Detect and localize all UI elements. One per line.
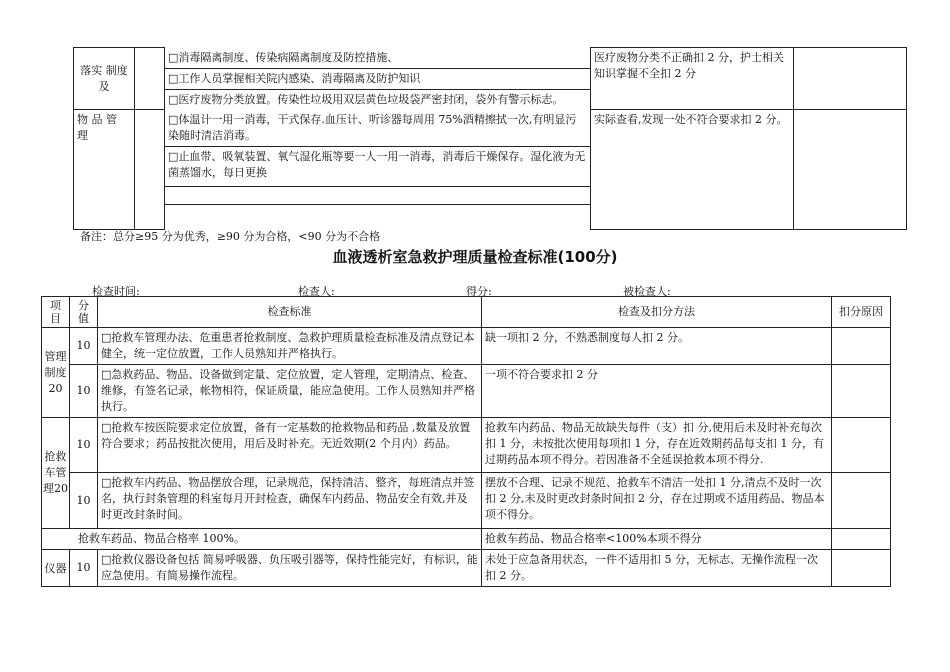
score-cell: 10 (70, 418, 98, 473)
score-cell (135, 48, 165, 110)
item-cell (74, 110, 135, 230)
method-cell: 医疗废物分类不正确扣 2 分，护士相关知识掌握不全扣 2 分 (591, 48, 794, 110)
emergency-nursing-table (41, 296, 891, 587)
method-cell: 未处于应急备用状态，一件不适用扣 5 分，无标志、无操作流程一次扣 2 分。 (482, 550, 832, 587)
score-cell: 10 (70, 550, 98, 587)
standard-cell: □抢救车内药品、物品摆放合理，记录规范，保持清洁、整齐，每班清点并签名，执行封条管理的科室每月开封检查，确保车内药品、物品安全有效,并及时更改封条时间。 (98, 473, 482, 529)
item-label: 落实 制度及 (80, 63, 128, 93)
check-time-label: 检查时间: (92, 285, 140, 298)
standard-cell: □抢救车管理办法、危重患者抢救制度、急救护理质量检查标准及清点登记本健全，统一定位放置，工作人员熟知并严格执行。 (98, 328, 482, 365)
standard-line-empty (165, 205, 590, 227)
header-score: 分值 (70, 297, 98, 328)
header-method: 检查及扣分方法 (482, 297, 832, 328)
group-cell-management: 管理制度20 (42, 328, 70, 418)
table-row (42, 550, 891, 587)
table-row (42, 473, 891, 529)
group-cell-instrument: 仪器 (42, 550, 70, 587)
standard-cell: □抢救车按医院要求定位放置，备有一定基数的抢救物品和药品 ,数量及放置符合要求；药品按批次使用，用后及时补充。无近效期(2 个月内）药品。 (98, 418, 482, 473)
reason-cell (832, 473, 891, 529)
method-cell: 实际查看,发现一处不符合要求扣 2 分。 (591, 110, 794, 230)
score-cell: 10 (70, 328, 98, 365)
rate-method: 抢救车药品、物品合格率<100%本项不得分 (482, 529, 832, 550)
reason-cell (832, 529, 891, 550)
reason-cell (794, 48, 907, 110)
page-title: 血液透析室急救护理质量检查标准(100分) (332, 248, 618, 266)
remark-text: 备注：总分≥95 分为优秀，≥90 分为合格，<90 分为不合格 (80, 230, 381, 243)
method-cell: 一项不符合要求扣 2 分 (482, 365, 832, 418)
rate-row (42, 529, 891, 550)
table-row (42, 365, 891, 418)
method-cell: 摆放不合理、记录不规范、抢救车不清洁一处扣 1 分,清点不及时一次扣 2 分,未及时更改封条时间扣 2 分，存在过期或不适用药品、物品本项不得分。 (482, 473, 832, 529)
standard-line: □消毒隔离制度、传染病隔离制度及防控措施、 (165, 48, 590, 69)
score-label: 得分: (466, 285, 492, 298)
group-cell-cart: 抢救车管理20 (42, 418, 70, 529)
standard-line: □工作人员掌握相关院内感染、消毒隔离及防护知识 (165, 68, 590, 89)
method-cell: 抢救车内药品、物品无故缺失每件（支）扣 分,使用后未及时补充每次扣 1 分，未按批次使用每项扣 1 分，存在近效期药品每支扣 1 分，有过期药品本项不得分。若因准备不全延误抢救本项不得分. (482, 418, 832, 473)
item-label: 物 品 管 理 (77, 113, 117, 142)
header-row (42, 297, 891, 328)
score-cell: 10 (70, 473, 98, 529)
reason-cell (794, 110, 907, 230)
inspected-label: 被检查人: (623, 285, 671, 298)
inspector-label: 检查人: (298, 285, 335, 298)
table-row (42, 418, 891, 473)
standard-cell: □抢救仪器设备包括 简易呼吸器、负压吸引器等，保持性能完好，有标识，能应急使用。有简易操作流程。 (98, 550, 482, 587)
reason-cell (832, 418, 891, 473)
standard-line-empty (165, 187, 590, 205)
rate-standard: 抢救车药品、物品合格率 100%。 (42, 529, 482, 550)
reason-cell (832, 550, 891, 587)
standard-cell: □急救药品、物品、设备做到定量、定位放置，定人管理，定期清点、检查、维修，有签名记录，帐物相符，保证质量，能应急使用。工作人员熟知并严格执行。 (98, 365, 482, 418)
method-cell: 缺一项扣 2 分，不熟悉制度每人扣 2 分。 (482, 328, 832, 365)
standard-line: □体温计一用一消毒，干式保存.血压计、听诊器每周用 75%酒精擦拭一次,有明显污染随时清洁消毒。 (165, 110, 590, 147)
reason-cell (832, 365, 891, 418)
header-standard: 检查标准 (98, 297, 482, 328)
previous-section-table (73, 47, 907, 230)
inspection-meta (0, 283, 950, 297)
header-reason: 扣分原因 (832, 297, 891, 328)
standard-cell (165, 48, 591, 110)
score-cell (135, 110, 165, 230)
header-item: 项目 (42, 297, 70, 328)
reason-cell (832, 328, 891, 365)
standard-line: □止血带、吸氧装置、氧气湿化瓶等要一人一用一消毒，消毒后干燥保存。湿化液为无菌蒸馏水，每日更换 (165, 147, 590, 187)
standard-cell (165, 110, 591, 230)
table-row (42, 328, 891, 365)
standard-line: □医疗废物分类放置。传染性垃圾用双层黄色垃圾袋严密封闭，袋外有警示标志。 (168, 92, 564, 106)
score-cell: 10 (70, 365, 98, 418)
item-cell (74, 48, 135, 110)
